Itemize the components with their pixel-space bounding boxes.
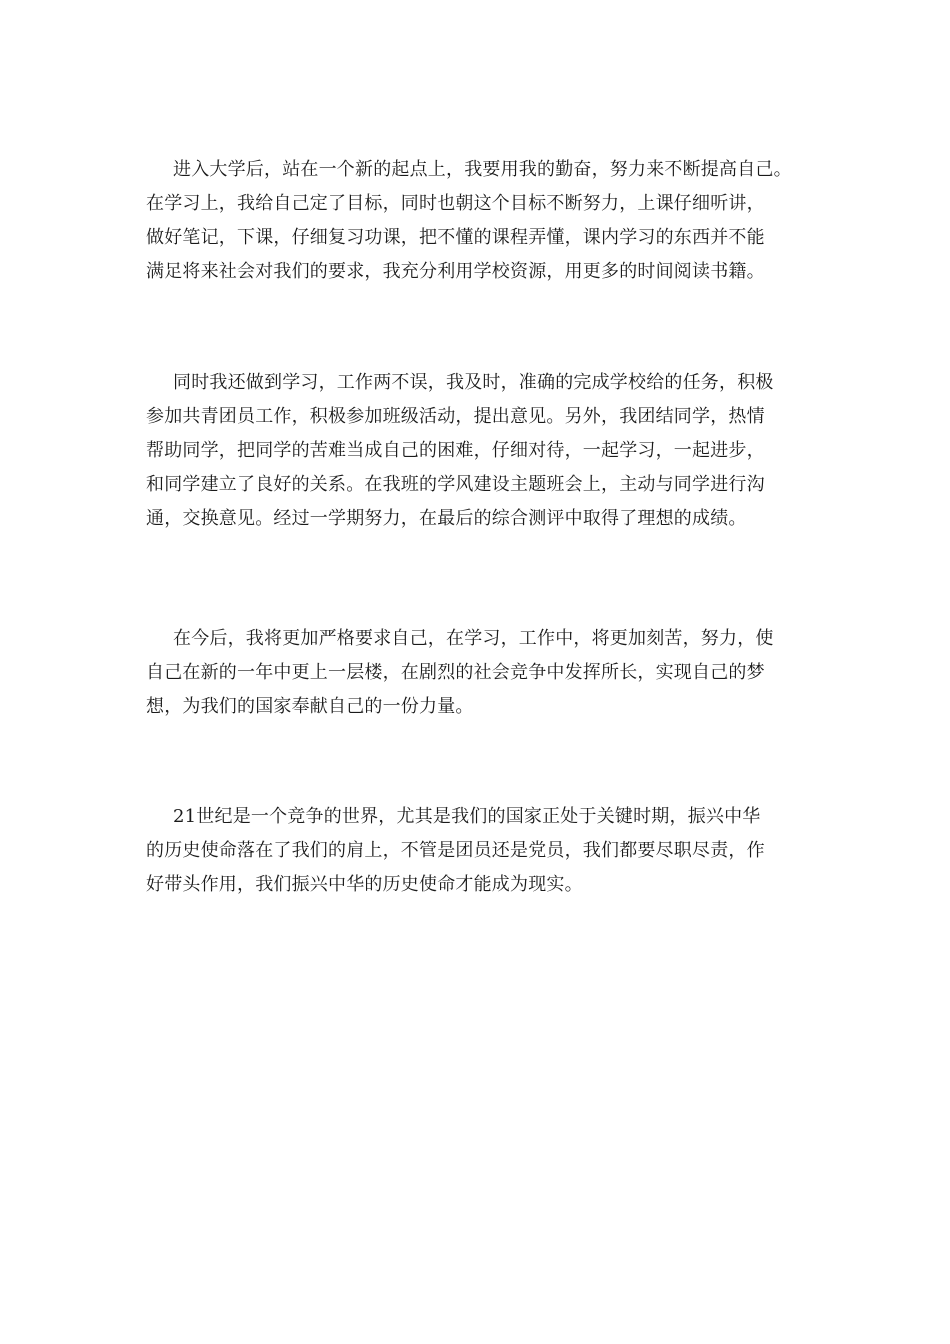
paragraph-2 xyxy=(146,366,826,536)
paragraph-1 xyxy=(146,153,826,289)
paragraph-line: 进入大学后，站在一个新的起点上，我要用我的勤奋，努力来不断提高自己。 xyxy=(173,159,792,180)
paragraph-4 xyxy=(146,800,826,902)
paragraph-3 xyxy=(146,622,826,724)
paragraph-line: 同时我还做到学习，工作两不误，我及时，准确的完成学校给的任务，积极 xyxy=(173,372,774,393)
paragraph-line: 在学习上，我给自己定了目标，同时也朝这个目标不断努力，上课仔细听讲， xyxy=(146,193,765,214)
paragraph-line: 和同学建立了良好的关系。在我班的学风建设主题班会上，主动与同学进行沟 xyxy=(146,474,765,495)
paragraph-line: 参加共青团员工作，积极参加班级活动，提出意见。另外，我团结同学，热情 xyxy=(146,406,765,427)
paragraph-line: 帮助同学，把同学的苦难当成自己的困难，仔细对待，一起学习，一起进步， xyxy=(146,440,765,461)
paragraph-line: 想，为我们的国家奉献自己的一份力量。 xyxy=(146,696,474,717)
paragraph-line: 的历史使命落在了我们的肩上，不管是团员还是党员，我们都要尽职尽责，作 xyxy=(146,840,765,861)
paragraph-line: 好带头作用，我们振兴中华的历史使命才能成为现实。 xyxy=(146,874,583,895)
paragraph-line: 21世纪是一个竞争的世界，尤其是我们的国家正处于关键时期，振兴中华 xyxy=(173,806,761,827)
paragraph-line: 通，交换意见。经过一学期努力，在最后的综合测评中取得了理想的成绩。 xyxy=(146,508,747,529)
paragraph-line: 满足将来社会对我们的要求，我充分利用学校资源，用更多的时间阅读书籍。 xyxy=(146,261,765,282)
paragraph-line: 自己在新的一年中更上一层楼，在剧烈的社会竞争中发挥所长，实现自己的梦 xyxy=(146,662,765,683)
paragraph-line: 在今后，我将更加严格要求自己，在学习，工作中，将更加刻苦，努力，使 xyxy=(173,628,774,649)
paragraph-line: 做好笔记，下课，仔细复习功课，把不懂的课程弄懂，课内学习的东西并不能 xyxy=(146,227,765,248)
